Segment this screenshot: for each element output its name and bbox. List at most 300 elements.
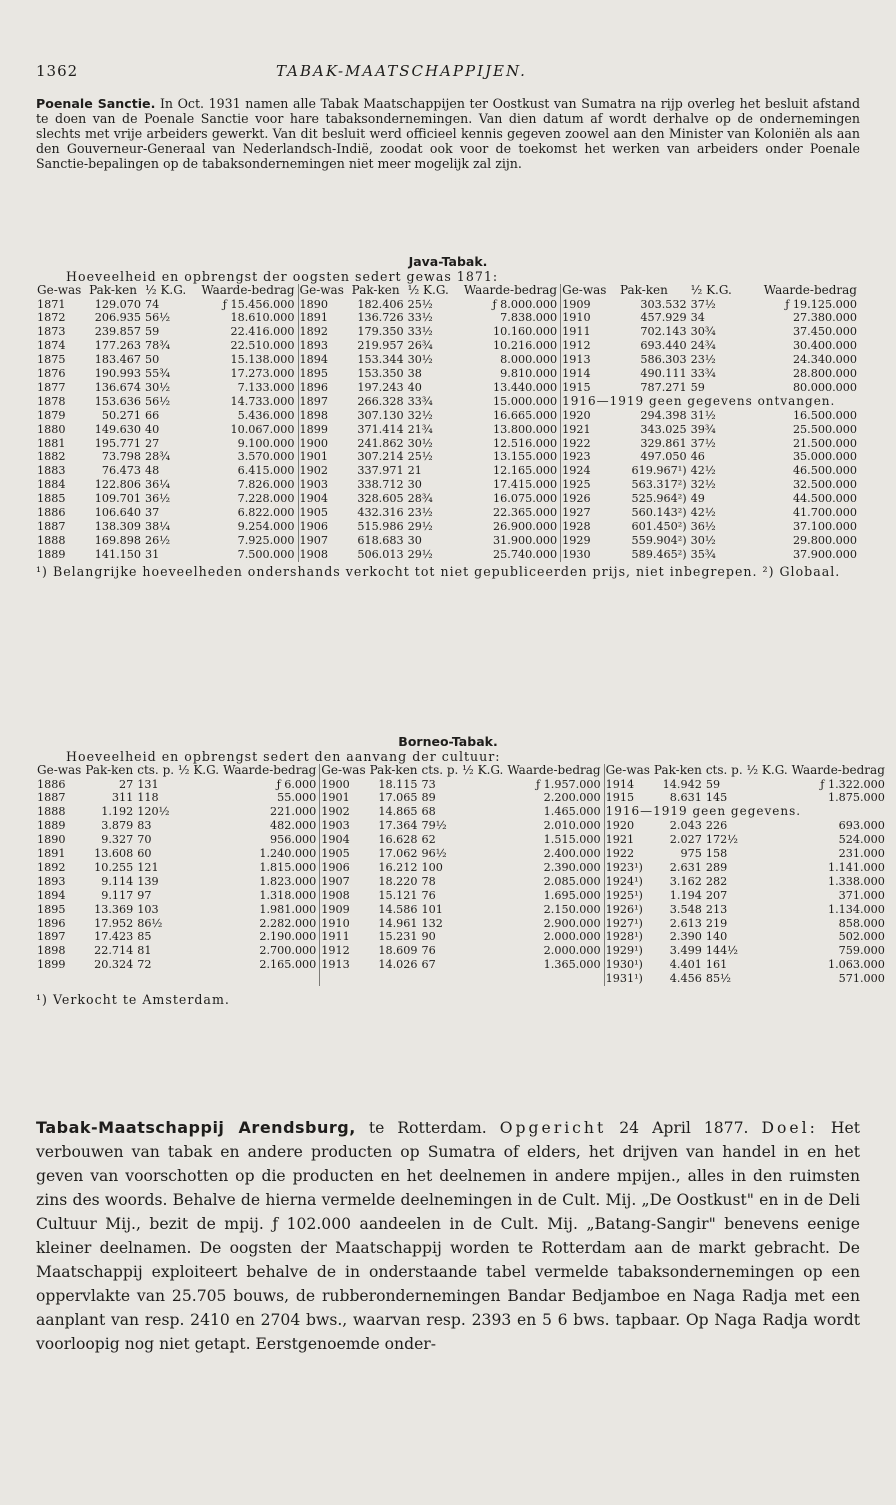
- column-header: Pak-ken: [85, 763, 134, 777]
- pakken-cell: 589.465²): [631, 547, 687, 561]
- pakken-cell: 490.111: [640, 367, 687, 381]
- table-row: [36, 437, 860, 451]
- value-cell: 502.000: [838, 930, 885, 944]
- value-cell: 37.900.000: [792, 547, 857, 561]
- year-cell: 1897: [37, 930, 66, 944]
- year-cell: 1925¹): [604, 889, 653, 903]
- price-cell: 24¾: [690, 339, 716, 353]
- value-cell: 1.875.000: [827, 791, 885, 805]
- price-cell: 32½: [690, 478, 716, 492]
- year-cell: 1905: [298, 506, 351, 520]
- pakken-cell: 179.350: [357, 325, 404, 339]
- value-cell: 41.700.000: [792, 506, 857, 520]
- value-cell: 858.000: [838, 916, 885, 930]
- year-cell: 1926: [561, 492, 619, 506]
- pakken-cell: 177.263: [94, 339, 142, 353]
- price-cell: 40: [407, 380, 422, 394]
- pakken-cell: 13.369: [94, 902, 134, 916]
- arendsburg-paragraph: [36, 1116, 860, 1356]
- year-cell: 1904: [320, 833, 369, 847]
- pakken-cell: 17.952: [94, 916, 134, 930]
- price-cell: 172½: [705, 833, 739, 847]
- price-cell: 26¾: [407, 339, 433, 353]
- price-cell: 158: [705, 847, 728, 861]
- column-header: Pak-ken: [369, 763, 418, 777]
- year-cell: 1889: [37, 547, 66, 561]
- value-cell: 1.815.000: [259, 860, 317, 874]
- price-cell: 25½: [407, 297, 433, 311]
- year-cell: 1912: [561, 339, 619, 353]
- price-cell: 86½: [137, 916, 163, 930]
- pakken-cell: 563.317²): [631, 478, 687, 492]
- value-cell: 759.000: [838, 944, 885, 958]
- value-cell: 1.240.000: [259, 847, 317, 861]
- price-cell: 28¾: [407, 492, 433, 506]
- year-cell: 1891: [298, 311, 351, 325]
- pakken-cell: 219.957: [357, 339, 404, 353]
- value-cell: 1.134.000: [827, 902, 885, 916]
- empty-cell: [136, 972, 222, 986]
- year-cell: 1928: [561, 520, 619, 534]
- year-cell: 1891: [37, 847, 66, 861]
- value-cell: 2.390.000: [543, 860, 601, 874]
- price-cell: 42½: [690, 464, 716, 478]
- value-cell: 15.000.000: [493, 394, 558, 408]
- year-cell: 1880: [37, 422, 66, 436]
- price-cell: 33¾: [407, 394, 433, 408]
- pakken-cell: 559.904²): [631, 533, 687, 547]
- value-cell: 44.500.000: [792, 492, 857, 506]
- pakken-cell: 17.423: [94, 930, 134, 944]
- price-cell: 66: [145, 408, 160, 422]
- table-row: [36, 548, 860, 562]
- year-cell: 1928¹): [604, 930, 653, 944]
- year-cell: 1883: [37, 464, 66, 478]
- java-subheading: Hoeveelheid en opbrengst der oogsten sedert gewas 1871:: [66, 269, 499, 284]
- column-header: Ge-was: [298, 284, 351, 298]
- price-cell: 29½: [407, 520, 433, 533]
- value-cell: 7.826.000: [237, 478, 295, 492]
- column-header: cts. p. ½ K.G.: [421, 763, 504, 777]
- table-row: [36, 930, 888, 944]
- value-cell: 2.700.000: [259, 944, 317, 958]
- pakken-cell: 4.456: [669, 972, 702, 986]
- price-cell: 56½: [145, 311, 171, 325]
- year-cell: 1900: [320, 778, 369, 792]
- pakken-cell: 15.121: [378, 888, 418, 902]
- column-header: cts. p. ½ K.G.: [137, 763, 220, 777]
- pakken-cell: 18.115: [378, 777, 418, 791]
- year-cell: 1889: [37, 819, 66, 833]
- pakken-cell: 307.130: [357, 408, 404, 422]
- year-cell: 1899: [298, 423, 351, 437]
- price-cell: 72: [137, 958, 152, 972]
- pakken-cell: 149.630: [94, 422, 142, 436]
- header-row: [36, 764, 888, 778]
- value-cell: 17.415.000: [493, 478, 558, 492]
- table-row: [36, 409, 860, 423]
- year-cell: 1915: [604, 791, 653, 805]
- table-row: [36, 833, 888, 847]
- pakken-cell: 311: [111, 791, 134, 805]
- price-cell: 30½: [145, 380, 171, 394]
- year-cell: 1930: [561, 548, 619, 562]
- year-cell: 1930¹): [604, 958, 653, 972]
- price-cell: 30¾: [690, 325, 716, 339]
- value-cell: 6.822.000: [237, 506, 295, 520]
- price-cell: 97: [137, 888, 152, 902]
- year-cell: 1931¹): [604, 972, 653, 986]
- table-row: [36, 492, 860, 506]
- pakken-cell: 153.344: [357, 353, 404, 367]
- pakken-cell: 153.350: [357, 367, 404, 381]
- year-cell: 1921: [561, 423, 619, 437]
- pakken-cell: 9.117: [101, 888, 134, 902]
- year-cell: 1895: [37, 902, 66, 916]
- value-cell: 15.138.000: [230, 353, 295, 367]
- pakken-cell: 197.243: [357, 380, 404, 394]
- value-cell: 524.000: [838, 833, 885, 847]
- table-row: [36, 861, 888, 875]
- pakken-cell: 136.674: [94, 380, 142, 394]
- year-cell: 1920: [561, 409, 619, 423]
- year-cell: 1897: [298, 395, 351, 409]
- value-cell: 13.155.000: [493, 450, 558, 464]
- pakken-cell: 560.143²): [631, 506, 687, 520]
- column-header: cts. p. ½ K.G.: [705, 763, 788, 777]
- year-cell: 1901: [320, 791, 369, 805]
- table-row: [36, 889, 888, 903]
- table-row: [36, 423, 860, 437]
- note-cell: 1916—1919 geen gegevens ontvangen.: [561, 395, 860, 409]
- value-cell: 21.500.000: [792, 436, 857, 450]
- year-cell: 1893: [298, 339, 351, 353]
- value-cell: 14.733.000: [230, 394, 295, 408]
- empty-cell: [222, 972, 320, 986]
- price-cell: 144½: [705, 944, 739, 958]
- column-header: Ge-was: [604, 764, 653, 778]
- value-cell: 16.665.000: [493, 408, 558, 422]
- value-cell: 5.436.000: [237, 408, 295, 422]
- column-header: Pak-ken: [351, 283, 400, 297]
- pakken-cell: 525.964²): [631, 492, 687, 506]
- pakken-cell: 303.532: [640, 297, 687, 311]
- year-cell: 1878: [37, 394, 66, 408]
- pakken-cell: 2.631: [669, 860, 702, 874]
- year-cell: 1924¹): [604, 875, 653, 889]
- pakken-cell: 14.026: [378, 958, 418, 972]
- price-cell: 103: [137, 902, 159, 916]
- year-cell: 1894: [298, 353, 351, 367]
- price-cell: 30½: [690, 533, 716, 547]
- pakken-cell: 586.303: [640, 353, 687, 367]
- value-cell: 30.400.000: [792, 339, 857, 353]
- pakken-cell: 14.942: [662, 777, 702, 791]
- doel-label: Doel:: [761, 1119, 818, 1137]
- value-cell: 571.000: [838, 972, 885, 986]
- column-header: Ge-was: [37, 763, 82, 777]
- java-tabak-section: [36, 254, 860, 579]
- year-cell: 1910: [561, 311, 619, 325]
- value-cell: 2.085.000: [543, 874, 601, 888]
- table-row: [36, 944, 888, 958]
- table-row: [36, 298, 860, 312]
- year-cell: 1910: [320, 917, 369, 931]
- pakken-cell: 601.450²): [631, 520, 687, 533]
- price-cell: 27: [145, 436, 160, 450]
- pakken-cell: 27: [118, 777, 134, 791]
- pakken-cell: 141.150: [94, 547, 142, 561]
- pakken-cell: 457.929: [640, 311, 687, 325]
- pakken-cell: 266.328: [357, 394, 404, 408]
- pakken-cell: 515.986: [357, 520, 404, 533]
- year-cell: 1927¹): [604, 917, 653, 931]
- pakken-cell: 329.861: [640, 436, 687, 450]
- value-cell: ƒ 1.322.000: [820, 777, 885, 791]
- value-cell: ƒ 15.456.000: [222, 297, 295, 311]
- pakken-cell: 169.898: [94, 533, 142, 547]
- value-cell: 24.340.000: [792, 353, 857, 367]
- pakken-cell: 17.364: [378, 819, 418, 833]
- year-cell: 1890: [37, 833, 66, 847]
- year-cell: 1884: [37, 478, 66, 492]
- year-cell: 1926¹): [604, 903, 653, 917]
- year-cell: 1887: [37, 791, 66, 805]
- year-cell: 1907: [320, 875, 369, 889]
- value-cell: 31.900.000: [493, 533, 558, 547]
- year-cell: 1913: [561, 353, 619, 367]
- pakken-cell: 9.327: [101, 833, 134, 847]
- price-cell: 21: [407, 464, 422, 478]
- price-cell: 26½: [145, 533, 171, 547]
- price-cell: 29½: [407, 547, 433, 561]
- pakken-cell: 17.062: [378, 847, 418, 861]
- value-cell: 10.160.000: [493, 325, 558, 339]
- pakken-cell: 20.324: [94, 958, 134, 972]
- value-cell: ƒ 19.125.000: [785, 297, 857, 311]
- year-cell: 1892: [298, 325, 351, 339]
- poenale-title: Poenale Sanctie.: [36, 96, 156, 111]
- price-cell: 70: [137, 833, 152, 847]
- price-cell: 28¾: [145, 450, 171, 464]
- table-row: [36, 791, 888, 805]
- pakken-cell: 1.192: [101, 805, 134, 819]
- value-cell: 9.100.000: [237, 436, 295, 450]
- value-cell: 8.000.000: [500, 353, 558, 367]
- table-row: [36, 819, 888, 833]
- column-header: Waarde-bedrag: [223, 763, 317, 777]
- pakken-cell: 136.726: [357, 311, 404, 325]
- price-cell: 48: [145, 464, 160, 478]
- year-cell: 1892: [37, 860, 66, 874]
- price-cell: 207: [705, 888, 728, 902]
- year-cell: 1908: [298, 548, 351, 562]
- price-cell: 33½: [407, 325, 433, 339]
- year-cell: 1905: [320, 847, 369, 861]
- price-cell: 78¾: [145, 339, 171, 353]
- year-cell: 1887: [37, 520, 66, 533]
- java-heading: Java-Tabak.: [408, 254, 488, 269]
- borneo-tabak-section: [36, 734, 885, 1008]
- year-cell: 1898: [298, 409, 351, 423]
- pakken-cell: 2.613: [669, 916, 702, 930]
- year-cell: 1929: [561, 534, 619, 548]
- price-cell: 289: [705, 860, 728, 874]
- year-cell: 1912: [320, 944, 369, 958]
- price-cell: 34: [690, 311, 705, 325]
- year-cell: 1877: [37, 380, 66, 394]
- price-cell: 213: [705, 902, 728, 916]
- value-cell: 16.075.000: [493, 492, 558, 506]
- value-cell: 9.254.000: [237, 520, 295, 533]
- empty-cell: [506, 972, 604, 986]
- value-cell: 10.067.000: [230, 422, 295, 436]
- value-cell: 1.141.000: [827, 860, 885, 874]
- year-cell: 1890: [298, 298, 351, 312]
- value-cell: ƒ 6.000: [276, 777, 317, 791]
- value-cell: 1.515.000: [543, 833, 601, 847]
- year-cell: 1874: [37, 339, 66, 353]
- price-cell: 23½: [690, 353, 716, 367]
- column-header: Pak-ken: [653, 763, 702, 777]
- table-row: [36, 917, 888, 931]
- pakken-cell: 343.025: [640, 422, 687, 436]
- table-row: [36, 520, 860, 534]
- column-header: Waarde-bedrag: [201, 283, 295, 297]
- price-cell: 36¼: [145, 478, 171, 492]
- pakken-cell: 76.473: [101, 464, 142, 478]
- price-cell: 33¾: [690, 367, 716, 381]
- price-cell: 140: [705, 930, 728, 944]
- value-cell: 7.228.000: [237, 492, 295, 506]
- value-cell: 46.500.000: [792, 464, 857, 478]
- price-cell: 90: [421, 930, 436, 944]
- java-table: [36, 284, 860, 562]
- price-cell: 68: [421, 805, 436, 819]
- price-cell: 73: [421, 777, 436, 791]
- pakken-cell: 693.440: [640, 339, 687, 353]
- year-cell: 1903: [298, 478, 351, 492]
- borneo-subheading: Hoeveelheid en opbrengst sedert den aanvang der cultuur:: [66, 749, 501, 764]
- pakken-cell: 13.608: [94, 847, 134, 861]
- value-cell: ƒ 1.957.000: [535, 777, 601, 791]
- year-cell: 1914: [561, 367, 619, 381]
- table-row: [36, 972, 888, 986]
- value-cell: 13.440.000: [493, 380, 558, 394]
- pakken-cell: 195.771: [94, 436, 142, 450]
- pakken-cell: 109.701: [94, 492, 142, 506]
- pakken-cell: 8.631: [669, 791, 702, 805]
- header-row: [36, 284, 860, 298]
- pakken-cell: 618.683: [357, 533, 404, 547]
- price-cell: 62: [421, 833, 436, 847]
- year-cell: 1925: [561, 478, 619, 492]
- year-cell: 1894: [37, 888, 66, 902]
- borneo-footnote: ¹) Verkocht te Amsterdam.: [36, 992, 230, 1008]
- year-cell: 1902: [298, 464, 351, 478]
- year-cell: 1886: [37, 506, 66, 520]
- price-cell: 100: [421, 860, 443, 874]
- value-cell: 12.516.000: [493, 436, 558, 450]
- pakken-cell: 18.609: [378, 944, 418, 958]
- price-cell: 83: [137, 819, 152, 833]
- value-cell: 35.000.000: [792, 450, 857, 464]
- poenale-text: In Oct. 1931 namen alle Tabak Maatschappijen ter Oostkust van Sumatra na rijp overleg het besluit afstand te doen van de Poenale Sanctie voor hare tabaksondernemingen. Van dien datum af wordt derhalve op de ondernemingen slechts met vrije arbeiders gewerkt. Van dit besluit werd officieel kennis gegeven zoowel aan den Minister van Koloniën als aan den Gouverneur-Generaal van Nederlandsch-Indië, zoodat ook voor de toekomst het werken van arbeiders onder Poenale Sanctie-bepalingen op de tabaksondernemingen niet meer mogelijk zal zijn.: [36, 96, 860, 171]
- price-cell: 49: [690, 492, 705, 506]
- table-row: [36, 395, 860, 409]
- value-cell: 2.282.000: [259, 916, 317, 930]
- price-cell: 25½: [407, 450, 433, 464]
- pakken-cell: 190.993: [94, 367, 142, 381]
- table-row: [36, 778, 888, 792]
- price-cell: 81: [137, 944, 152, 958]
- value-cell: 2.400.000: [543, 847, 601, 861]
- pakken-cell: 497.050: [640, 450, 687, 464]
- value-cell: 9.810.000: [500, 367, 558, 381]
- pakken-cell: 241.862: [357, 436, 404, 450]
- column-header: Ge-was: [561, 284, 619, 298]
- price-cell: 101: [421, 902, 443, 916]
- price-cell: 120½: [137, 805, 170, 819]
- year-cell: 1896: [298, 381, 351, 395]
- column-header: Pak-ken: [89, 283, 137, 297]
- table-row: [36, 311, 860, 325]
- value-cell: 1.365.000: [543, 958, 601, 972]
- price-cell: 59: [145, 325, 160, 339]
- pakken-cell: 338.712: [357, 478, 404, 492]
- empty-cell: [320, 972, 369, 986]
- value-cell: 37.450.000: [792, 325, 857, 339]
- table-row: [36, 875, 888, 889]
- value-cell: 231.000: [838, 847, 885, 861]
- year-cell: 1906: [298, 520, 351, 534]
- value-cell: 25.740.000: [493, 547, 558, 561]
- table-row: [36, 367, 860, 381]
- pakken-cell: 14.586: [378, 902, 418, 916]
- price-cell: 96½: [421, 847, 447, 861]
- value-cell: 2.000.000: [543, 930, 601, 944]
- year-cell: 1893: [37, 874, 66, 888]
- value-cell: 2.010.000: [543, 819, 601, 833]
- year-cell: 1886: [37, 777, 66, 791]
- table-row: [36, 847, 888, 861]
- pakken-cell: 122.806: [94, 478, 142, 492]
- price-cell: 59: [690, 380, 705, 394]
- price-cell: 56½: [145, 394, 171, 408]
- founding-date: 24 April 1877.: [606, 1119, 762, 1137]
- value-cell: 22.510.000: [230, 339, 295, 353]
- pakken-cell: 16.212: [378, 860, 418, 874]
- price-cell: 78: [421, 874, 436, 888]
- pakken-cell: 14.961: [378, 916, 418, 930]
- value-cell: 1.823.000: [259, 874, 317, 888]
- price-cell: 30: [407, 478, 422, 492]
- year-cell: 1911: [320, 930, 369, 944]
- year-cell: 1871: [37, 297, 66, 311]
- value-cell: 26.900.000: [493, 520, 558, 533]
- value-cell: 2.200.000: [543, 791, 601, 805]
- value-cell: 7.500.000: [237, 547, 295, 561]
- table-row: [36, 381, 860, 395]
- year-cell: 1881: [37, 436, 66, 450]
- year-cell: 1900: [298, 437, 351, 451]
- year-cell: 1898: [37, 944, 66, 958]
- year-cell: 1873: [37, 325, 66, 339]
- running-header: [36, 62, 860, 82]
- value-cell: 1.063.000: [827, 958, 885, 972]
- year-cell: 1913: [320, 958, 369, 972]
- pakken-cell: 3.499: [669, 944, 702, 958]
